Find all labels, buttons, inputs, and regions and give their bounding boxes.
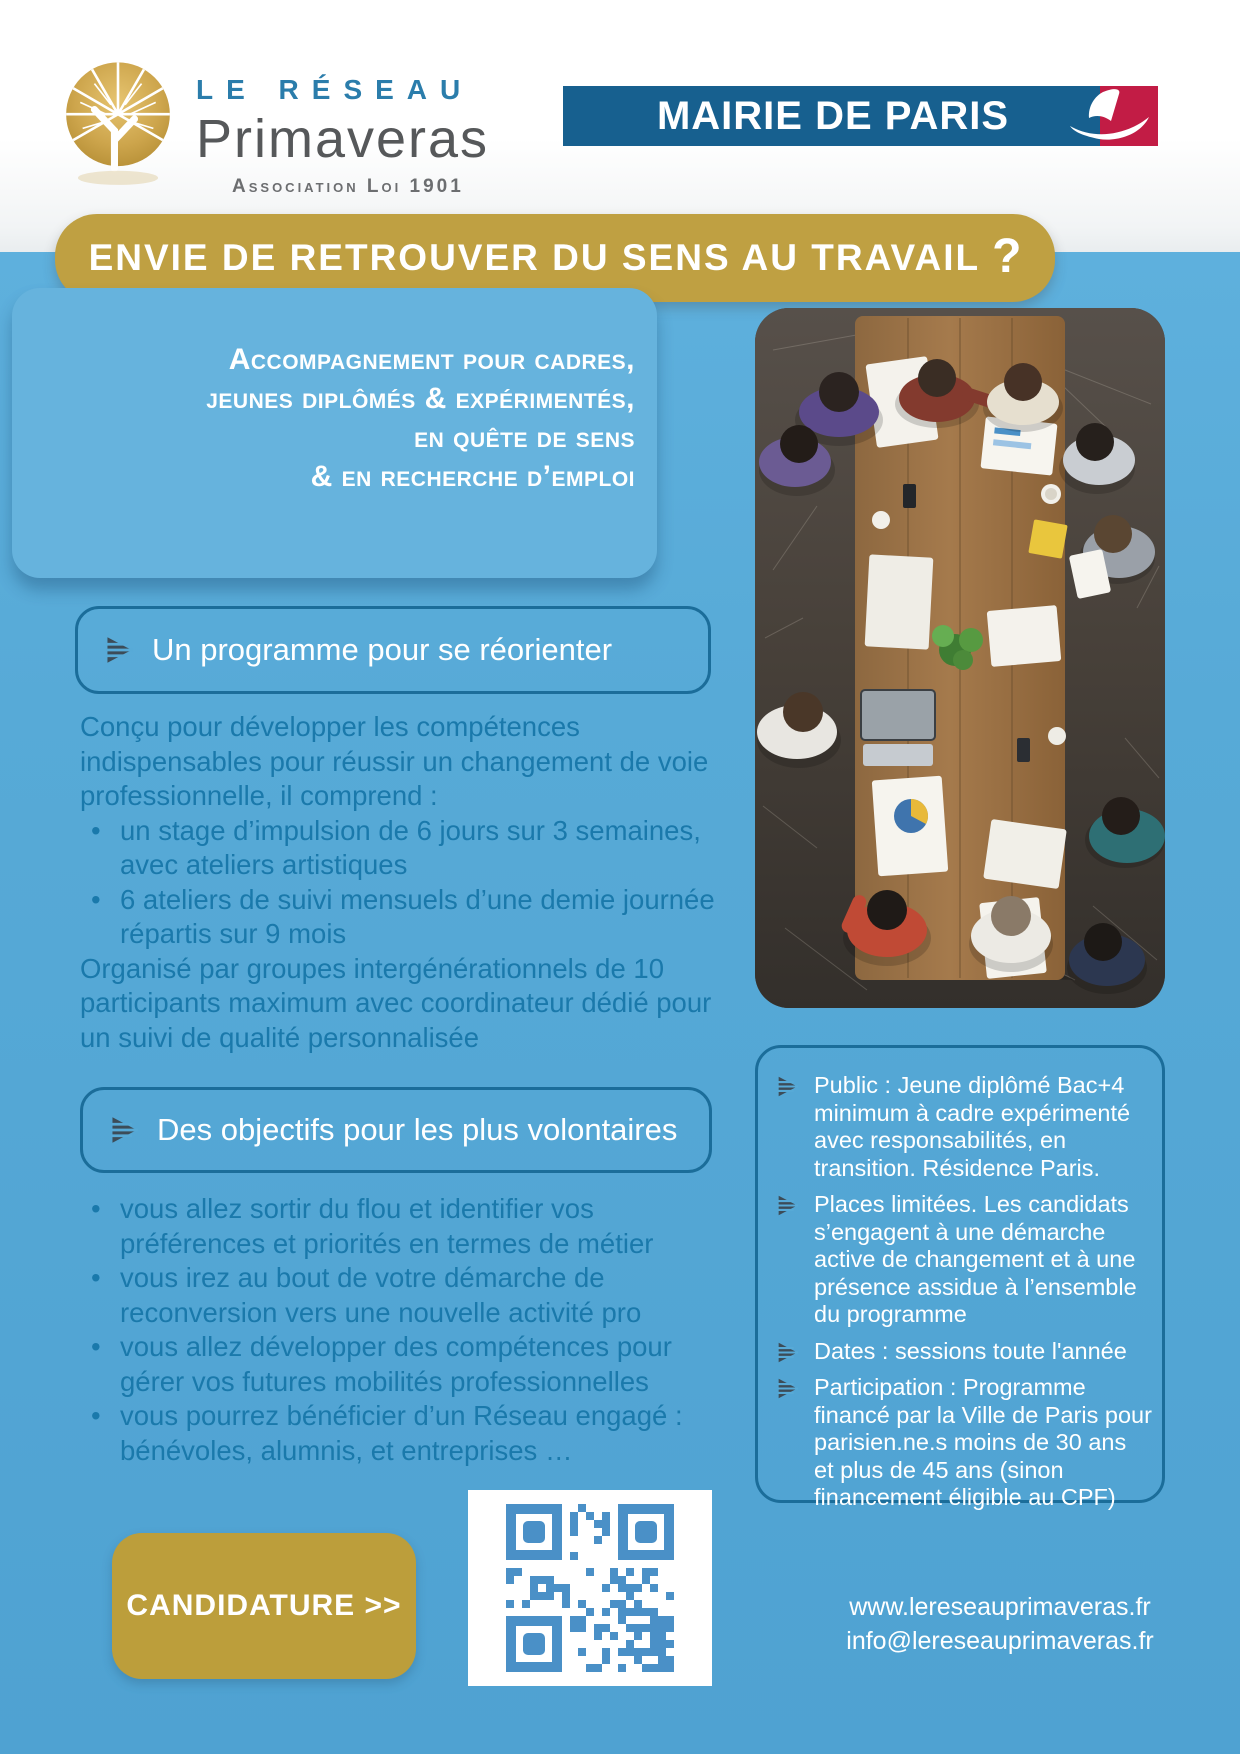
- intro-line: en quête de sens: [414, 421, 635, 454]
- mairie-logo-label: MAIRIE DE PARIS: [656, 93, 1010, 138]
- mairie-logo-band: [563, 86, 1103, 146]
- program-bullet: • un stage d’impulsion de 6 jours sur 3 semaines, avec ateliers artistiques: [80, 814, 716, 883]
- info-item-text: Public : Jeune diplômé Bac+4 minimum à cadre expérimenté avec responsabilités, en transition. Résidence Paris.: [814, 1072, 1131, 1181]
- program-bullet: • 6 ateliers de suivi mensuels d’une demie journée répartis sur 9 mois: [80, 883, 716, 952]
- headline-text: ENVIE DE RETROUVER DU SENS AU TRAVAIL: [88, 237, 981, 278]
- objectives-section-header: [80, 1087, 712, 1173]
- primaveras-logo: [58, 60, 489, 198]
- objectives-bullet: • vous irez au bout de votre démarche de reconversion vers une nouvelle activité pro: [80, 1261, 720, 1330]
- photo-illustration: [755, 308, 1165, 1008]
- program-section-header: [75, 606, 711, 694]
- tree-icon: [58, 60, 178, 192]
- info-item-text: Participation : Programme financé par la Ville de Paris pour parisien.ne.s moins de 30 ans et plus de 45 ans (sinon financement éligible au CPF): [814, 1374, 1152, 1510]
- arrow-icon: [104, 635, 134, 665]
- intro-panel: [12, 288, 657, 578]
- qr-code: [506, 1504, 674, 1672]
- info-item-participation: [776, 1374, 1152, 1512]
- info-item-dates: [776, 1338, 1152, 1366]
- objectives-bullet: • vous pourrez bénéficier d’un Réseau engagé : bénévoles, alumnis, et entreprises …: [80, 1399, 720, 1468]
- headline-question-mark: ?: [992, 229, 1022, 283]
- contact-links: [800, 1590, 1200, 1658]
- objectives-bullet: • vous allez développer des compétences pour gérer vos futures mobilités professionnelles: [80, 1330, 720, 1399]
- arrow-icon: [776, 1194, 799, 1217]
- arrow-icon: [776, 1075, 799, 1098]
- info-item-text: Places limitées. Les candidats s’engagent à une démarche active de changement et à une présence assidue à l’ensemble du programme: [814, 1191, 1137, 1327]
- logo-network-label: LE RÉSEAU: [196, 74, 474, 105]
- program-description: [80, 710, 716, 1055]
- qr-code-panel[interactable]: [468, 1490, 712, 1686]
- intro-line: Accompagnement pour cadres,: [228, 343, 635, 376]
- arrow-icon: [776, 1341, 799, 1364]
- program-paragraph: Conçu pour développer les compétences indispensables pour réussir un changement de voie professionnelle, il comprend :: [80, 711, 709, 811]
- info-item-text: Dates : sessions toute l'année: [814, 1337, 1127, 1364]
- arrow-icon: [109, 1115, 139, 1145]
- website-link[interactable]: www.lereseauprimaveras.fr: [849, 1593, 1151, 1621]
- arrow-icon: [776, 1377, 799, 1400]
- objectives-bullet-list: [80, 1192, 720, 1468]
- intro-line: jeunes diplômés & expérimentés,: [206, 382, 635, 415]
- logo-association-label: Association Loi 1901: [232, 176, 464, 197]
- team-meeting-photo: [755, 308, 1165, 1008]
- logo-brand-name: Primaveras: [196, 109, 490, 169]
- info-item-places: [776, 1191, 1152, 1329]
- logo-text: [196, 60, 489, 198]
- objectives-list-block: [80, 1192, 720, 1468]
- program-paragraph: Organisé par groupes intergénérationnels de 10 participants maximum avec coordinateur dédié pour un suivi de qualité personnalisée: [80, 952, 712, 1053]
- email-link[interactable]: info@lereseauprimaveras.fr: [846, 1627, 1154, 1655]
- intro-text: [206, 340, 635, 496]
- program-bullet-list: [80, 814, 716, 952]
- practical-info-panel: [755, 1045, 1165, 1510]
- paris-sail-icon: [1062, 86, 1158, 146]
- mairie-de-paris-logo: [563, 86, 1158, 146]
- objectives-section-title: Des objectifs pour les plus volontaires: [157, 1112, 678, 1147]
- objectives-bullet: • vous allez sortir du flou et identifier vos préférences et priorités en termes de métier: [80, 1192, 720, 1261]
- program-section-title: Un programme pour se réorienter: [152, 632, 613, 667]
- intro-line: & en recherche d’emploi: [310, 460, 635, 493]
- candidature-button[interactable]: CANDIDATURE >>: [112, 1533, 416, 1679]
- info-item-public: [776, 1072, 1152, 1182]
